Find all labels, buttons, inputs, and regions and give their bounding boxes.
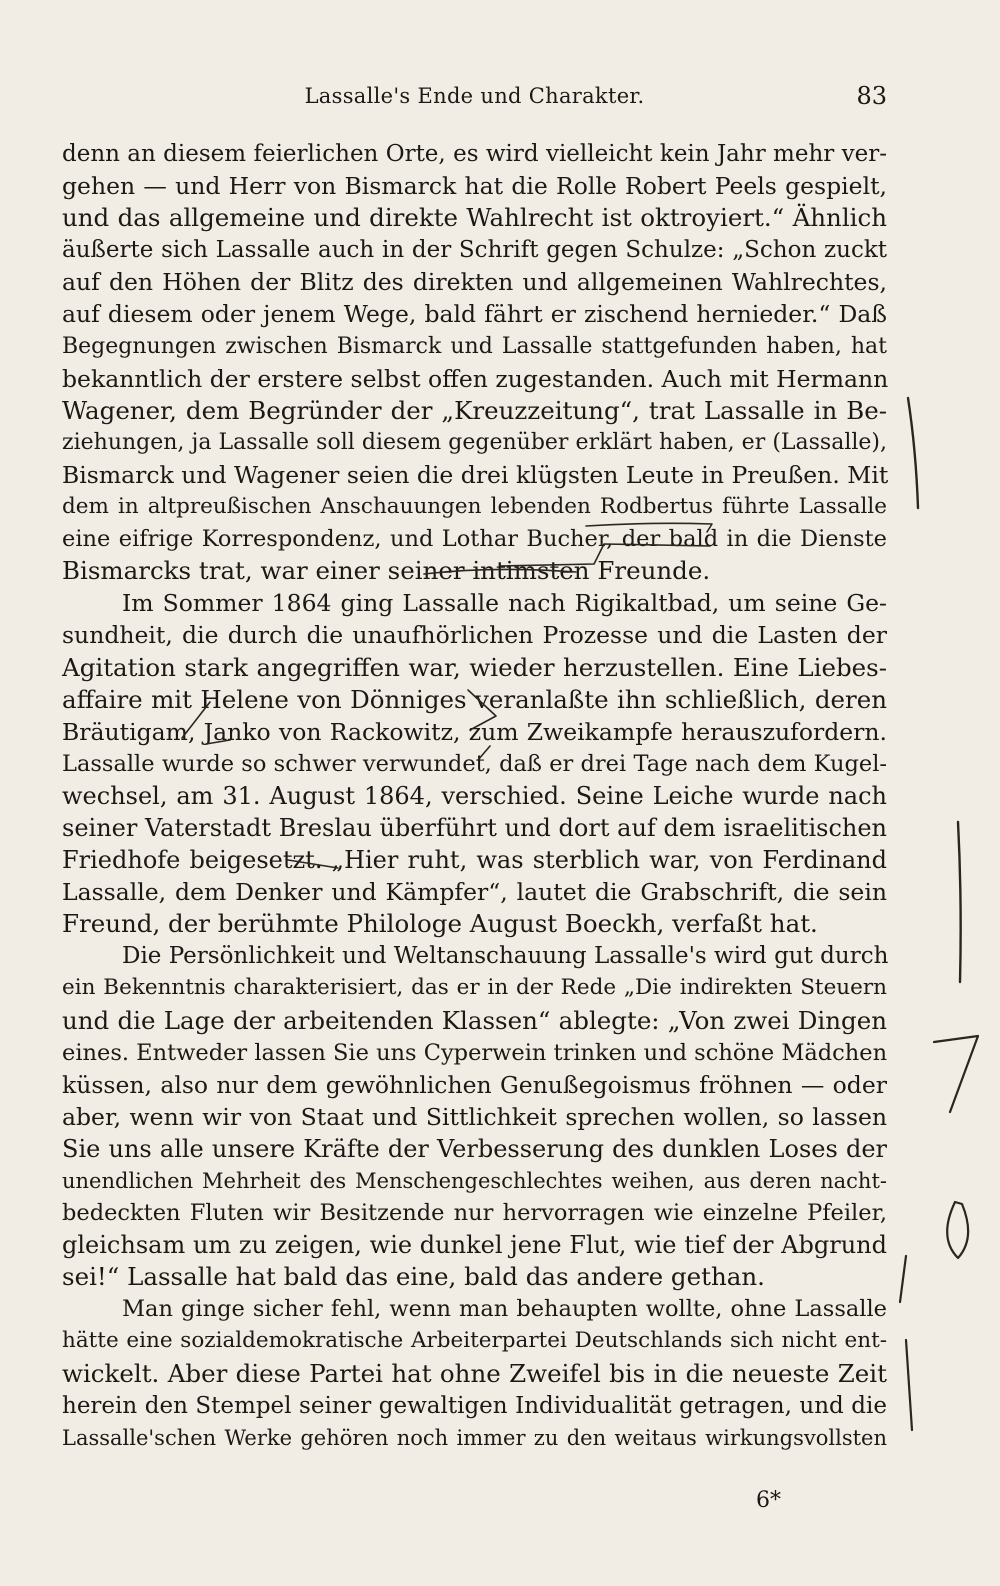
text-line: Bräutigam, Janko von Rackowitz, zum Zweikampfe herauszufordern. (62, 717, 887, 746)
text-line: hätte eine sozialdemokratische Arbeiterpartei Deutschlands sich nicht ent- (62, 1328, 887, 1354)
text-line: unendlichen Mehrheit des Menschengeschlechtes weihen, aus deren nacht- (62, 1169, 887, 1193)
text-line: Wagener, dem Begründer der „Kreuzzeitung“, trat Lassalle in Be- (62, 395, 887, 425)
running-head: Lassalle's Ende und Charakter. (304, 84, 645, 108)
margin-line-lower (958, 822, 961, 982)
text-line: Sie uns alle unsere Kräfte der Verbesserung des dunklen Loses der (62, 1134, 887, 1163)
text-line: aber, wenn wir von Staat und Sittlichkeit sprechen wollen, so lassen (62, 1102, 887, 1131)
text-line: Lassalle'schen Werke gehören noch immer zu den weitaus wirkungsvollsten (62, 1425, 887, 1450)
text-line: gleichsam um zu zeigen, wie dunkel jene Flut, wie tief der Abgrund (62, 1231, 887, 1260)
text-line: und die Lage der arbeitenden Klassen“ ablegte: „Von zwei Dingen (62, 1005, 887, 1035)
text-line: Bismarck und Wagener seien die drei klügsten Leute in Preußen. Mit (62, 460, 889, 489)
text-line: sundheit, die durch die unaufhörlichen Prozesse und die Lasten der (62, 621, 887, 650)
text-line: Lassalle, dem Denker und Kämpfer“, lautet die Grabschrift, die sein (62, 878, 887, 907)
page-number: 83 (856, 82, 887, 110)
printer-signature: 6* (756, 1488, 781, 1513)
margin-numeral (900, 1036, 978, 1430)
margin-line-upper (908, 398, 918, 508)
text-line: und das allgemeine und direkte Wahlrecht ist oktroyiert.“ Ähnlich (62, 203, 887, 233)
text-line: seiner Vaterstadt Breslau überführt und dort auf dem israelitischen (62, 813, 887, 842)
text-line: ein Bekenntnis charakterisiert, das er in der Rede „Die indirekten Steuern (62, 975, 887, 1001)
text-line: Freund, der berühmte Philologe August Boeckh, verfaßt hat. (62, 909, 818, 939)
text-line: Lassalle wurde so schwer verwundet, daß er drei Tage nach dem Kugel- (62, 750, 887, 777)
text-line: Im Sommer 1864 ging Lassalle nach Rigikaltbad, um seine Ge- (122, 589, 887, 618)
text-line: Agitation stark angegriffen war, wieder herzustellen. Eine Liebes- (62, 652, 887, 682)
body-text (62, 138, 887, 1454)
text-line: sei!“ Lassalle hat bald das eine, bald das andere gethan. (62, 1262, 765, 1292)
text-line: auf diesem oder jenem Wege, bald fährt er zischend hernieder.“ Daß (62, 300, 887, 329)
text-line: Begegnungen zwischen Bismarck und Lassalle stattgefunden haben, hat (62, 333, 887, 359)
text-line: wickelt. Aber diese Partei hat ohne Zweifel bis in die neueste Zeit (62, 1358, 887, 1388)
text-line: bedeckten Fluten wir Besitzende nur hervorragen wie einzelne Pfeiler, (62, 1200, 887, 1227)
text-line: dem in altpreußischen Anschauungen lebenden Rodbertus führte Lassalle (62, 494, 887, 520)
text-line: Man ginge sicher fehl, wenn man behaupten wollte, ohne Lassalle (122, 1296, 887, 1323)
text-line: küssen, also nur dem gewöhnlichen Genußegoismus fröhnen — oder (62, 1070, 887, 1099)
text-line: auf den Höhen der Blitz des direkten und allgemeinen Wahlrechtes, (62, 268, 887, 297)
text-line: Bismarcks trat, war einer seiner intimsten Freunde. (62, 556, 711, 586)
page-header (62, 84, 887, 114)
text-line: gehen — und Herr von Bismarck hat die Rolle Robert Peels gespielt, (62, 172, 887, 201)
text-line: denn an diesem feierlichen Orte, es wird vielleicht kein Jahr mehr ver- (62, 141, 887, 167)
text-line: herein den Stempel seiner gewaltigen Individualität getragen, und die (62, 1392, 887, 1419)
text-line: affaire mit Helene von Dönniges veranlaßte ihn schließlich, deren (62, 684, 887, 714)
text-line: bekanntlich der erstere selbst offen zugestanden. Auch mit Hermann (62, 364, 889, 393)
text-line: Friedhofe beigesetzt. „Hier ruht, was sterblich war, von Ferdinand (62, 846, 887, 875)
text-line: eine eifrige Korrespondenz, und Lothar Bucher, der bald in die Dienste (62, 526, 887, 553)
text-line: Die Persönlichkeit und Weltanschauung Lassalle's wird gut durch (122, 943, 889, 970)
text-line: äußerte sich Lassalle auch in der Schrift gegen Schulze: „Schon zuckt (62, 237, 887, 264)
text-line: wechsel, am 31. August 1864, verschied. Seine Leiche wurde nach (62, 781, 887, 810)
text-line: eines. Entweder lassen Sie uns Cyperwein trinken und schöne Mädchen (62, 1039, 888, 1066)
text-line: ziehungen, ja Lassalle soll diesem gegenüber erklärt haben, er (Lassalle), (62, 429, 887, 455)
